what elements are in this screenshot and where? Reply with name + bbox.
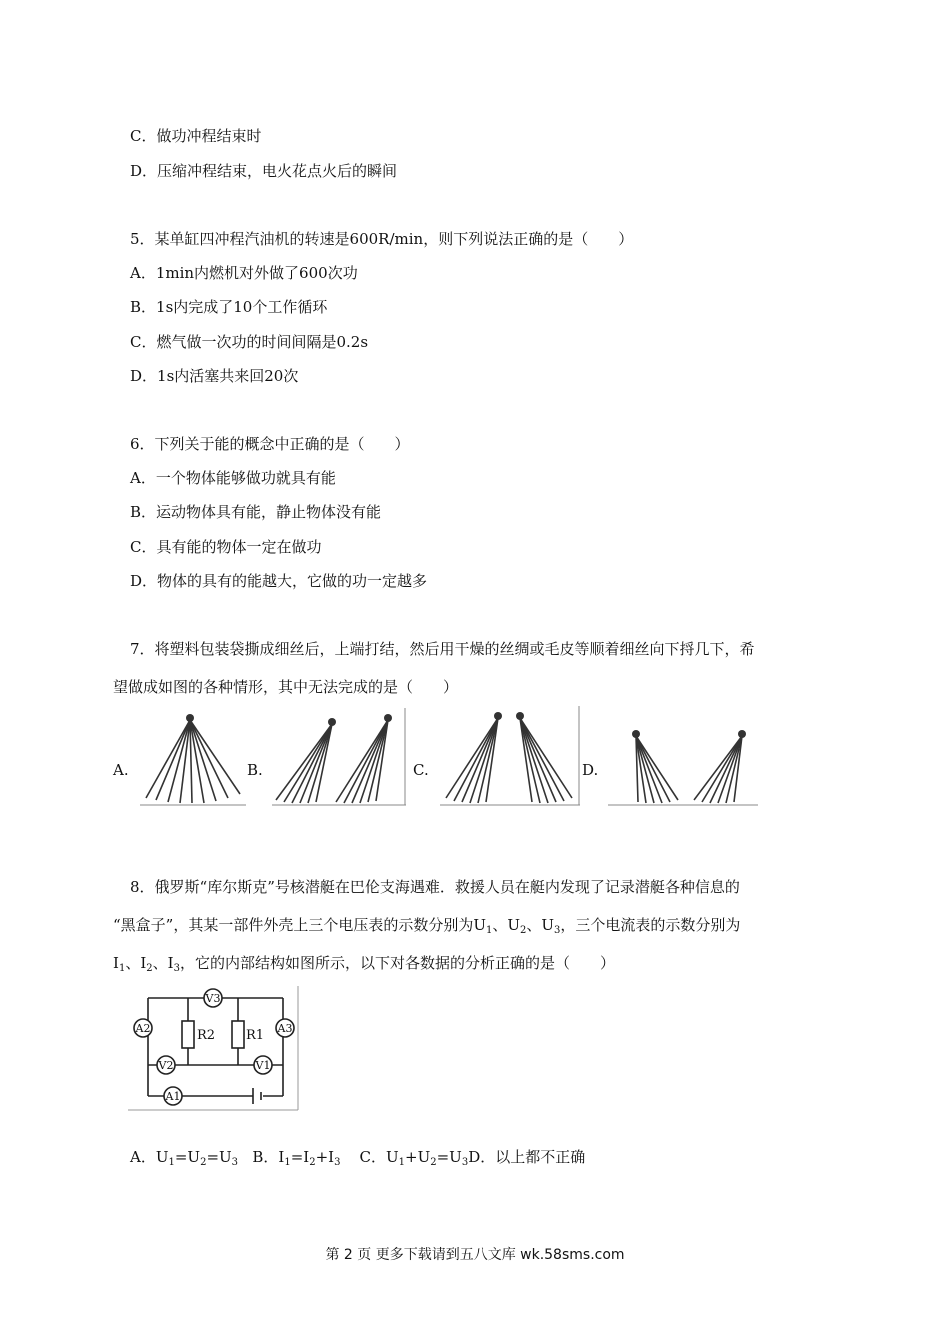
circuit-label-v3: V3 (205, 992, 221, 1005)
q5-option-c: C．燃气做一次功的时间间隔是0.2s (130, 333, 369, 351)
q4-option-d: D．压缩冲程结束，电火花点火后的瞬间 (130, 162, 398, 180)
q4-option-c: C．做功冲程结束时 (130, 127, 262, 145)
circuit-label-a2: A2 (135, 1022, 151, 1035)
q5-option-a: A．1min内燃机对外做了600次功 (130, 264, 358, 282)
q6-option-c: C．具有能的物体一定在做功 (130, 538, 322, 556)
q7-stem-line2: 望做成如图的各种情形，其中无法完成的是（ ） (113, 678, 459, 696)
q6-option-d: D．物体的具有的能越大，它做的功一定越多 (130, 572, 428, 590)
circuit-label-v2: V2 (158, 1059, 174, 1072)
q6-stem: 6．下列关于能的概念中正确的是（ ） (130, 435, 410, 453)
q7-figure-b (272, 708, 406, 808)
q5-stem: 5．某单缸四冲程汽油机的转速是600R/min，则下列说法正确的是（ ） (130, 230, 634, 248)
q8-options (130, 1147, 585, 1167)
q7-figure-d (608, 710, 758, 808)
q5-option-d: D．1s内活塞共来回20次 (130, 367, 299, 385)
q8-circuit-diagram (128, 986, 300, 1112)
q8-stem-line3: $I_1$、$I_2$、$I_3$，它的内部结构如图所示，以下对各数据的分析正确的是（ ） (113, 954, 615, 974)
circuit-label-v1: V1 (255, 1059, 271, 1072)
circuit-label-a3: A3 (277, 1022, 293, 1035)
circuit-label-r1: R1 (245, 1028, 265, 1043)
q8-stem-line1: 8．俄罗斯“库尔斯克”号核潜艇在巴伦支海遇难．救援人员在艇内发现了记录潜艇各种信息的 (130, 878, 740, 896)
q7-figure-a (140, 708, 246, 808)
q8-stem-line2: “黑盒子”，其某一部件外壳上三个电压表的示数分别为$U_1$、$U_2$、$U_3$，三个电流表的示数分别为 (113, 916, 741, 936)
q6-option-b: B．运动物体具有能，静止物体没有能 (130, 503, 382, 521)
q7-label-a: A. (113, 761, 129, 779)
q7-stem-line1: 7．将塑料包装袋撕成细丝后，上端打结，然后用干燥的丝绸或毛皮等顺着细丝向下捋几下，希 (130, 640, 755, 658)
q8-option-d: D．以上都不正确 (468, 1148, 586, 1166)
q7-figure-c (440, 706, 580, 808)
q6-option-a: A．一个物体能够做功就具有能 (130, 469, 336, 487)
q8-option-c: C．$U_1+U_2=U_3$ (359, 1148, 469, 1168)
q7-label-c: C. (413, 761, 429, 779)
circuit-label-r2: R2 (196, 1028, 216, 1043)
q8-option-b: B．$I_1=I_2+I_3$ (252, 1148, 341, 1168)
q8-option-a: A．$U_1=U_2=U_3$ (130, 1148, 239, 1168)
q7-label-b: B. (247, 761, 263, 779)
page-footer: 第 2 页 更多下载请到五八文库 wk.58sms.com (325, 1247, 625, 1263)
q7-label-d: D. (582, 761, 599, 779)
circuit-label-a1: A1 (165, 1090, 181, 1103)
q5-option-b: B．1s内完成了10个工作循环 (130, 298, 328, 316)
